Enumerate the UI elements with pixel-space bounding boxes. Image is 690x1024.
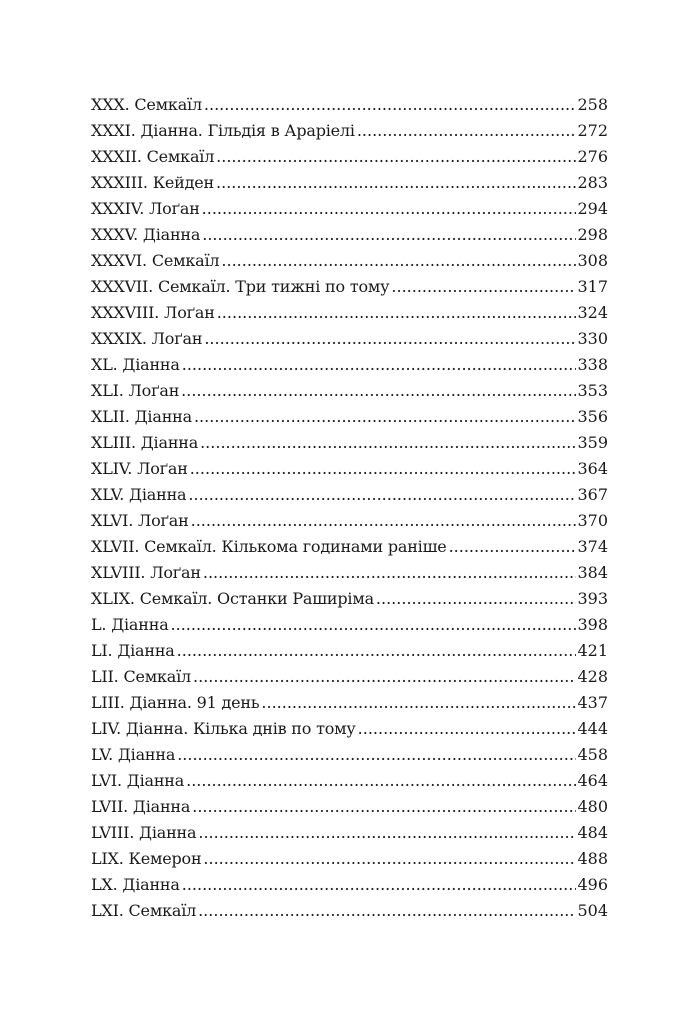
toc-entry-title: XXXVII. Семкаїл. Три тижні по тому bbox=[91, 277, 390, 296]
toc-entry bbox=[91, 586, 608, 612]
toc-dot-leader bbox=[192, 794, 576, 820]
toc-entry-title: XL. Діанна bbox=[91, 355, 180, 374]
toc-entry-title: LI. Діанна bbox=[91, 641, 175, 660]
toc-entry-title: XXXIV. Лоґан bbox=[91, 199, 200, 218]
toc-entry bbox=[91, 326, 608, 352]
toc-entry-title: LXI. Семкаїл bbox=[91, 901, 197, 920]
toc-dot-leader bbox=[391, 274, 576, 300]
toc-dot-leader bbox=[181, 378, 576, 404]
toc-entry-page-number: 421 bbox=[577, 641, 608, 660]
toc-entry bbox=[91, 716, 608, 742]
toc-entry-page-number: 374 bbox=[577, 537, 608, 556]
toc-entry-title: XXXV. Діанна bbox=[91, 225, 201, 244]
toc-dot-leader bbox=[182, 872, 577, 898]
toc-dot-leader bbox=[358, 716, 577, 742]
toc-entry-title: LV. Діанна bbox=[91, 745, 176, 764]
toc-entry bbox=[91, 846, 608, 872]
toc-entry-page-number: 364 bbox=[577, 459, 608, 478]
toc-entry-title: XXXVI. Семкаїл bbox=[91, 251, 220, 270]
toc-dot-leader bbox=[202, 222, 576, 248]
toc-entry bbox=[91, 170, 608, 196]
toc-dot-leader bbox=[177, 742, 576, 768]
toc-dot-leader bbox=[193, 664, 576, 690]
toc-entry bbox=[91, 638, 608, 664]
toc-entry bbox=[91, 222, 608, 248]
toc-entry bbox=[91, 274, 608, 300]
toc-entry-page-number: 444 bbox=[577, 719, 608, 738]
toc-dot-leader bbox=[376, 586, 577, 612]
toc-entry-page-number: 317 bbox=[577, 277, 608, 296]
toc-entry-page-number: 338 bbox=[577, 355, 608, 374]
toc-entry bbox=[91, 612, 608, 638]
toc-dot-leader bbox=[194, 404, 576, 430]
toc-entry-page-number: 393 bbox=[577, 589, 608, 608]
toc-entry bbox=[91, 144, 608, 170]
toc-entry-title: LVIII. Діанна bbox=[91, 823, 197, 842]
toc-entry bbox=[91, 690, 608, 716]
toc-entry bbox=[91, 534, 608, 560]
toc-entry-page-number: 504 bbox=[577, 901, 608, 920]
toc-entry-title: XLVII. Семкаїл. Кількома годинами раніше bbox=[91, 537, 447, 556]
toc-dot-leader bbox=[177, 638, 577, 664]
toc-entry-page-number: 496 bbox=[577, 875, 608, 894]
toc-dot-leader bbox=[216, 144, 576, 170]
toc-entry-title: XLVI. Лоґан bbox=[91, 511, 189, 530]
table-of-contents bbox=[91, 92, 608, 924]
toc-entry bbox=[91, 898, 608, 924]
toc-entry bbox=[91, 742, 608, 768]
toc-dot-leader bbox=[198, 820, 576, 846]
toc-entry-title: LX. Діанна bbox=[91, 875, 180, 894]
toc-entry-page-number: 464 bbox=[577, 771, 608, 790]
toc-entry-page-number: 356 bbox=[577, 407, 608, 426]
toc-entry-page-number: 276 bbox=[577, 147, 608, 166]
toc-entry-title: XLVIII. Лоґан bbox=[91, 563, 201, 582]
toc-dot-leader bbox=[171, 612, 577, 638]
toc-dot-leader bbox=[200, 430, 576, 456]
toc-entry-title: LII. Семкаїл bbox=[91, 667, 192, 686]
toc-dot-leader bbox=[190, 456, 577, 482]
toc-entry-title: XLV. Діанна bbox=[91, 485, 187, 504]
toc-entry-page-number: 353 bbox=[577, 381, 608, 400]
toc-entry bbox=[91, 352, 608, 378]
toc-dot-leader bbox=[216, 170, 576, 196]
toc-entry-page-number: 384 bbox=[577, 563, 608, 582]
toc-entry-title: XXXIII. Кейден bbox=[91, 173, 215, 192]
toc-entry bbox=[91, 560, 608, 586]
toc-entry-page-number: 298 bbox=[577, 225, 608, 244]
toc-entry bbox=[91, 508, 608, 534]
toc-entry bbox=[91, 872, 608, 898]
toc-entry-title: L. Діанна bbox=[91, 615, 169, 634]
toc-dot-leader bbox=[188, 482, 576, 508]
toc-entry-page-number: 488 bbox=[577, 849, 608, 868]
toc-entry-title: LIII. Діанна. 91 день bbox=[91, 693, 260, 712]
toc-entry-title: LIV. Діанна. Кілька днів по тому bbox=[91, 719, 356, 738]
toc-entry-page-number: 398 bbox=[577, 615, 608, 634]
toc-entry bbox=[91, 378, 608, 404]
toc-entry bbox=[91, 768, 608, 794]
toc-dot-leader bbox=[217, 300, 577, 326]
toc-entry-page-number: 294 bbox=[577, 199, 608, 218]
toc-entry-page-number: 428 bbox=[577, 667, 608, 686]
toc-entry-page-number: 283 bbox=[577, 173, 608, 192]
toc-entry-title: XXXI. Діанна. Гільдія в Араріелі bbox=[91, 121, 355, 140]
toc-entry bbox=[91, 430, 608, 456]
toc-entry bbox=[91, 404, 608, 430]
toc-entry bbox=[91, 482, 608, 508]
toc-entry-page-number: 359 bbox=[577, 433, 608, 452]
toc-entry bbox=[91, 248, 608, 274]
toc-dot-leader bbox=[204, 326, 576, 352]
toc-entry-page-number: 437 bbox=[577, 693, 608, 712]
toc-dot-leader bbox=[449, 534, 577, 560]
toc-entry bbox=[91, 664, 608, 690]
toc-dot-leader bbox=[198, 898, 576, 924]
toc-dot-leader bbox=[203, 846, 576, 872]
toc-dot-leader bbox=[191, 508, 577, 534]
toc-entry-page-number: 370 bbox=[577, 511, 608, 530]
toc-entry-page-number: 330 bbox=[577, 329, 608, 348]
toc-entry-page-number: 258 bbox=[577, 95, 608, 114]
toc-dot-leader bbox=[204, 92, 577, 118]
toc-entry-title: XLIX. Семкаїл. Останки Раширіма bbox=[91, 589, 374, 608]
toc-entry-title: XLI. Лоґан bbox=[91, 381, 180, 400]
toc-entry bbox=[91, 92, 608, 118]
toc-entry-title: XLIII. Діанна bbox=[91, 433, 199, 452]
toc-entry bbox=[91, 820, 608, 846]
toc-entry-title: XLII. Діанна bbox=[91, 407, 192, 426]
toc-entry bbox=[91, 300, 608, 326]
toc-entry-title: LVI. Діанна bbox=[91, 771, 185, 790]
toc-dot-leader bbox=[203, 560, 577, 586]
toc-dot-leader bbox=[202, 196, 577, 222]
toc-entry-page-number: 324 bbox=[577, 303, 608, 322]
toc-dot-leader bbox=[221, 248, 576, 274]
toc-entry-page-number: 484 bbox=[577, 823, 608, 842]
toc-entry-title: LIX. Кемерон bbox=[91, 849, 202, 868]
toc-entry bbox=[91, 196, 608, 222]
toc-entry-title: XLIV. Лоґан bbox=[91, 459, 188, 478]
toc-entry-page-number: 272 bbox=[577, 121, 608, 140]
toc-entry-title: XXXII. Семкаїл bbox=[91, 147, 215, 166]
toc-entry bbox=[91, 118, 608, 144]
toc-dot-leader bbox=[182, 352, 577, 378]
toc-dot-leader bbox=[357, 118, 577, 144]
toc-entry-page-number: 480 bbox=[577, 797, 608, 816]
toc-entry-title: XXX. Семкаїл bbox=[91, 95, 202, 114]
toc-entry-page-number: 458 bbox=[577, 745, 608, 764]
toc-entry-page-number: 308 bbox=[577, 251, 608, 270]
toc-dot-leader bbox=[261, 690, 576, 716]
toc-entry-title: XXXVIII. Лоґан bbox=[91, 303, 215, 322]
toc-entry bbox=[91, 794, 608, 820]
toc-entry bbox=[91, 456, 608, 482]
toc-entry-title: XXXIX. Лоґан bbox=[91, 329, 203, 348]
toc-entry-page-number: 367 bbox=[577, 485, 608, 504]
toc-entry-title: LVII. Діанна bbox=[91, 797, 191, 816]
toc-dot-leader bbox=[186, 768, 576, 794]
